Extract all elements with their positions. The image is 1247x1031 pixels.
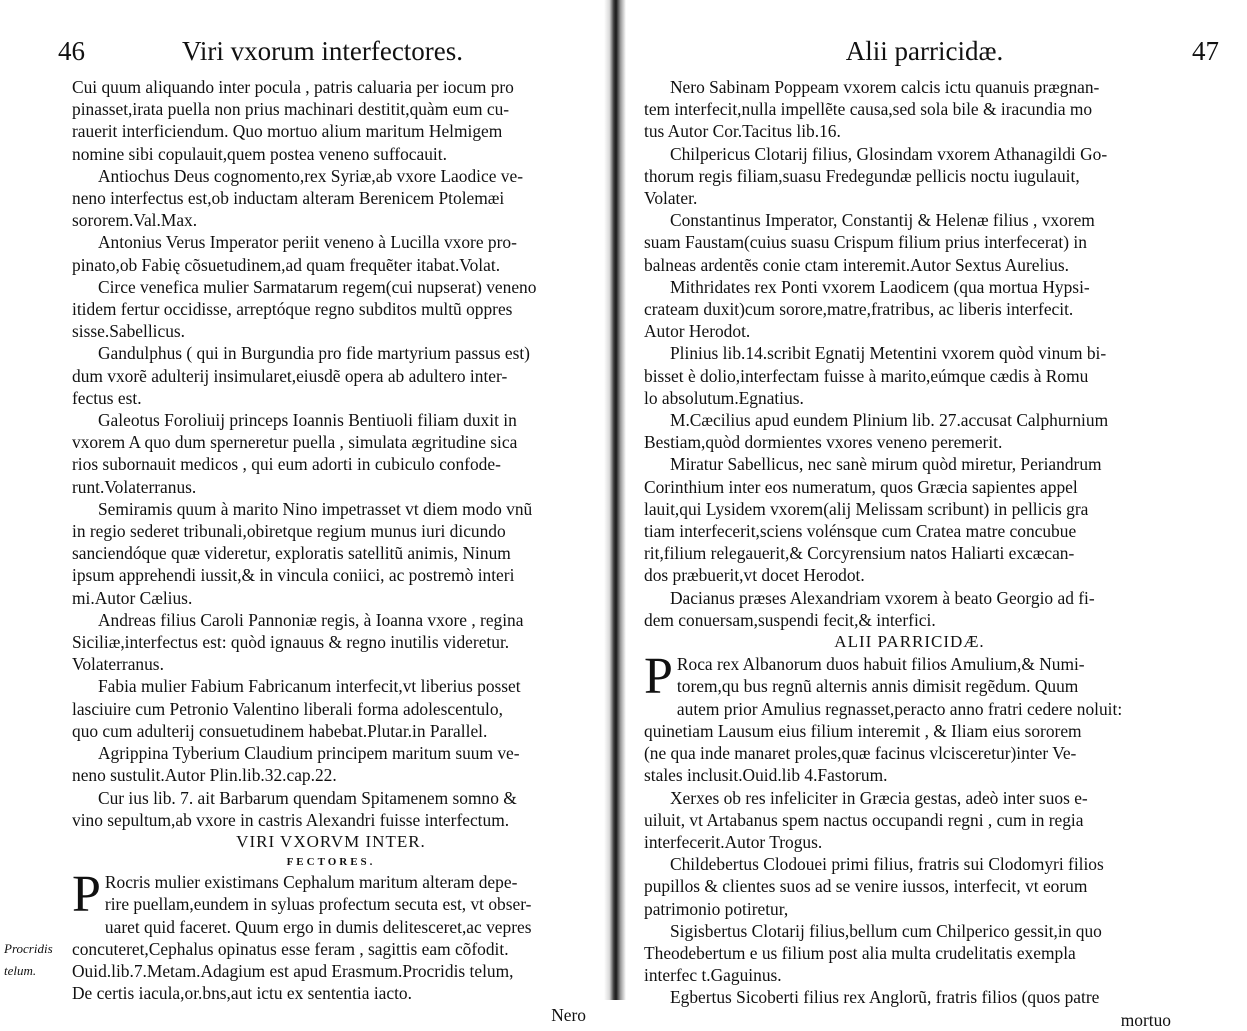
text-line: Roca rex Albanorum duos habuit filios Amulium,& Numi-: [676, 654, 1085, 675]
catchword: mortuo: [1120, 1009, 1171, 1030]
text-line: De certis iacula,or.bns,aut ictu ex sententia iacto.: [72, 983, 412, 1004]
text-line: dos præbuerit,vt docet Herodot.: [644, 565, 865, 586]
text-line: itidem fertur occidisse, arreptóque regno subditos multũ oppres: [72, 299, 513, 320]
text-line: Nero Sabinam Poppeam vxorem calcis ictu quanuis prægnan-: [670, 77, 1100, 97]
text-line: Plinius lib.14.scribit Egnatij Metentini vxorem quòd vinum bi-: [670, 343, 1107, 364]
margin-note-procridis: Procridis: [4, 940, 53, 956]
text-line: Ouid.lib.7.Metam.Adagium est apud Erasmum.Procridis telum,: [72, 960, 514, 981]
text-line: Rocris mulier existimans Cephalum maritum alteram depe-: [104, 872, 518, 893]
running-title-right: Alii parricidæ.: [845, 36, 1004, 66]
text-line: lo absolutum.Egnatius.: [644, 387, 804, 408]
section-heading: VIRI VXORVM INTER.: [236, 831, 426, 851]
right-page: [626, 0, 1247, 1030]
text-line: bisset è dolio,interfectam fuisse à marito,eúmque cædis à Romu: [644, 365, 1089, 386]
text-line: patrimonio potiretur,: [644, 898, 789, 919]
text-line: sanciendóque quæ videretur, exploratis satellitũ animis, Ninum: [72, 543, 511, 564]
text-line: Antiochus Deus cognomento,rex Syriæ,ab vxore Laodice ve-: [98, 165, 523, 186]
text-line: Mithridates rex Ponti vxorem Laodicem (qua mortua Hypsi-: [670, 276, 1090, 297]
text-line: interfecerit.Autor Trogus.: [644, 831, 823, 852]
text-line: concuteret,Cephalus opinatus esse feram , sagittis eam cõfodit.: [72, 938, 509, 959]
text-line: fectus est.: [72, 387, 142, 408]
text-line: Cur ius lib. 7. ait Barbarum quendam Spitamenem somno &: [98, 787, 517, 808]
text-line: Sigisbertus Clotarij filius,bellum cum Chilperico gessit,in quo: [670, 920, 1102, 941]
text-line: Miratur Sabellicus, nec sanè mirum quòd miretur, Periandrum: [670, 454, 1102, 475]
catchword: Nero: [551, 1005, 586, 1026]
text-line: dum vxorẽ adulterij insimularet,eiusdẽ opera ab adultero inter-: [72, 365, 508, 386]
section-heading: ALII PARRICIDÆ.: [834, 632, 985, 652]
text-line: thorum regis filiam,suasu Fredegundæ pellicis noctu iugulauit,: [644, 165, 1080, 186]
text-line: interfec t.Gaguinus.: [644, 965, 782, 986]
drop-cap: P: [644, 648, 673, 706]
text-line: neno interfectus est,ob inductam alteram Berenicem Ptolemæi: [72, 188, 505, 209]
drop-cap: P: [72, 866, 101, 924]
text-line: lauit,qui Lysidem vxorem(alij Melissam scribunt) in pellicis gra: [644, 498, 1089, 519]
text-line: lasciuire cum Petronio Valentino liberali forma adolescentulo,: [72, 698, 503, 719]
text-line: runt.Volaterranus.: [72, 476, 197, 497]
text-line: Fabia mulier Fabium Fabricanum interfecit,vt liberius posset: [98, 676, 521, 697]
text-line: Andreas filius Caroli Pannoniæ regis, à Ioanna vxore , regina: [98, 609, 524, 630]
text-line: M.Cæcilius apud eundem Plinium lib. 27.accusat Calphurnium: [670, 410, 1109, 431]
text-line: pinasset,irata puella non prius machinari destitit,quàm eum cu-: [72, 99, 510, 120]
text-line: crateam duxit)cum sorore,matre,fratribus, ac liberis interfecit.: [644, 299, 1074, 320]
text-line: pinato,ob Fabię cõsuetudinem,ad quam frequẽter itabat.Volat.: [72, 254, 501, 275]
text-line: tem interfecit,nulla impellẽte causa,sed sola bile & iracundia mo: [644, 99, 1093, 120]
text-line: rauerit interficiendum. Quo mortuo alium maritum Helmigem: [72, 121, 503, 142]
text-line: torem,qu bus regnũ alternis annis dimisit regẽdum. Quum: [676, 676, 1079, 697]
text-line: sororem.Val.Max.: [72, 210, 198, 231]
text-line: pupillos & clientes suos ad se venire iussos, interfecit, vt eorum: [644, 876, 1088, 897]
text-line: (ne qua inde manaret proles,quæ facinus vlcisceretur)inter Ve-: [644, 743, 1077, 764]
text-line: Semiramis quum à marito Nino impetrasset vt diem modo vnũ: [98, 498, 533, 519]
text-line: suam Faustam(cuius suasu Crispum filium prius interfecerat) in: [644, 232, 1087, 253]
text-line: Dacianus præses Alexandriam vxorem à beato Georgio ad fi-: [670, 587, 1095, 608]
text-line: Xerxes ob res infeliciter in Græcia gestas, adeò inter suos e-: [670, 787, 1088, 808]
text-line: Bestiam,quòd dormientes vxores veneno peremerit.: [644, 432, 1003, 453]
text-line: Corinthium inter eos numeratum, quos Græcia sapientes appel: [644, 476, 1078, 497]
text-line: dem conuersam,suspendi fecit,& interfici.: [644, 609, 936, 630]
text-line: rit,filium relegauerit,& Corcyrensium natos Haliarti excæcan-: [644, 543, 1075, 564]
text-line: Autor Herodot.: [644, 321, 751, 342]
text-line: rire puellam,eundem in syluas profectum secuta est, vt obser-: [104, 894, 532, 915]
text-line: tus Autor Cor.Tacitus lib.16.: [644, 121, 841, 142]
right-body-text: [644, 76, 1175, 1031]
running-head-left: [58, 36, 590, 76]
book-gutter: [604, 0, 626, 1000]
text-line: tiam interfecerit,sciens volénsque cum Cratea matre concubue: [644, 521, 1077, 542]
text-line: Theodebertum e us filium post alia multa crudelitatis exempla: [644, 942, 1076, 963]
text-line: in regio sederet tribunali,obiretque regium munus iuri dicundo: [72, 521, 506, 542]
text-line: Egbertus Sicoberti filius rex Anglorũ, fratris filios (quos patre: [670, 987, 1100, 1008]
text-line: vxorem A quo dum sperneretur puella , simulata ægritudine sica: [72, 432, 518, 453]
text-line: rios subornauit medicos , qui eum adorti in cubiculo confode-: [72, 454, 501, 475]
text-line: neno sustulit.Autor Plin.lib.32.cap.22.: [72, 765, 337, 786]
margin-note-telum: telum.: [4, 962, 37, 978]
running-title-left: Viri vxorum interfectores.: [182, 36, 464, 66]
left-page: [0, 0, 604, 1026]
text-line: Constantinus Imperator, Constantij & Helenæ filius , vxorem: [670, 210, 1095, 231]
text-line: Volater.: [644, 188, 698, 209]
text-line: Chilpericus Clotarij filius, Glosindam vxorem Athanagildi Go-: [670, 143, 1108, 164]
section-subheading: FECTORES.: [286, 856, 376, 869]
page-number-right: 47: [1192, 36, 1219, 66]
running-head-right: [644, 36, 1219, 76]
text-line: uaret quid faceret. Quum ergo in dumis delitesceret,ac vepres: [104, 916, 532, 937]
text-line: Antonius Verus Imperator periit veneno à Lucilla vxore pro-: [98, 232, 517, 253]
text-line: quo cum adulterij consuetudinem habebat.Plutar.in Parallel.: [72, 720, 488, 741]
page-number-left: 46: [58, 36, 85, 66]
text-line: Siciliæ,interfectus est: quòd ignauus & regno inutilis videretur.: [72, 632, 510, 653]
text-line: Cui quum aliquando inter pocula , patris caluaria per iocum pro: [72, 77, 514, 97]
text-line: Agrippina Tyberium Claudium principem maritum suum ve-: [98, 743, 520, 764]
text-line: vino sepultum,ab vxore in castris Alexandri fuisse interfectum.: [72, 809, 510, 830]
text-line: Gandulphus ( qui in Burgundia pro fide martyrium passus est): [98, 343, 530, 364]
text-line: quinetiam Lausum eius filium interemit , & Iliam eius sororem: [644, 720, 1082, 741]
text-line: uiluit, vt Artabanus spem nactus occupandi regni , cum in regia: [644, 809, 1084, 830]
text-line: stales inclusit.Ouid.lib 4.Fastorum.: [644, 765, 888, 786]
text-line: Galeotus Foroliuij princeps Ioannis Bentiuoli filiam duxit in: [98, 410, 517, 431]
text-line: Circe venefica mulier Sarmatarum regem(cui nupserat) veneno: [98, 276, 537, 297]
left-body-text: [72, 76, 590, 1027]
text-line: ipsum apprehendi iussit,& in vincula coniici, ac postremò interi: [72, 565, 515, 586]
text-line: nomine sibi copulauit,quem postea veneno suffocauit.: [72, 143, 447, 164]
text-line: Childebertus Clodouei primi filius, fratris sui Clodomyri filios: [670, 854, 1104, 875]
text-line: balneas ardentẽs conie ctam interemit.Autor Sextus Aurelius.: [644, 254, 1069, 275]
text-line: autem prior Amulius regnasset,peracto anno fratri cedere noluit:: [676, 698, 1123, 719]
text-line: sisse.Sabellicus.: [72, 321, 186, 342]
text-line: mi.Autor Cælius.: [72, 587, 193, 608]
text-line: Volaterranus.: [72, 654, 164, 675]
